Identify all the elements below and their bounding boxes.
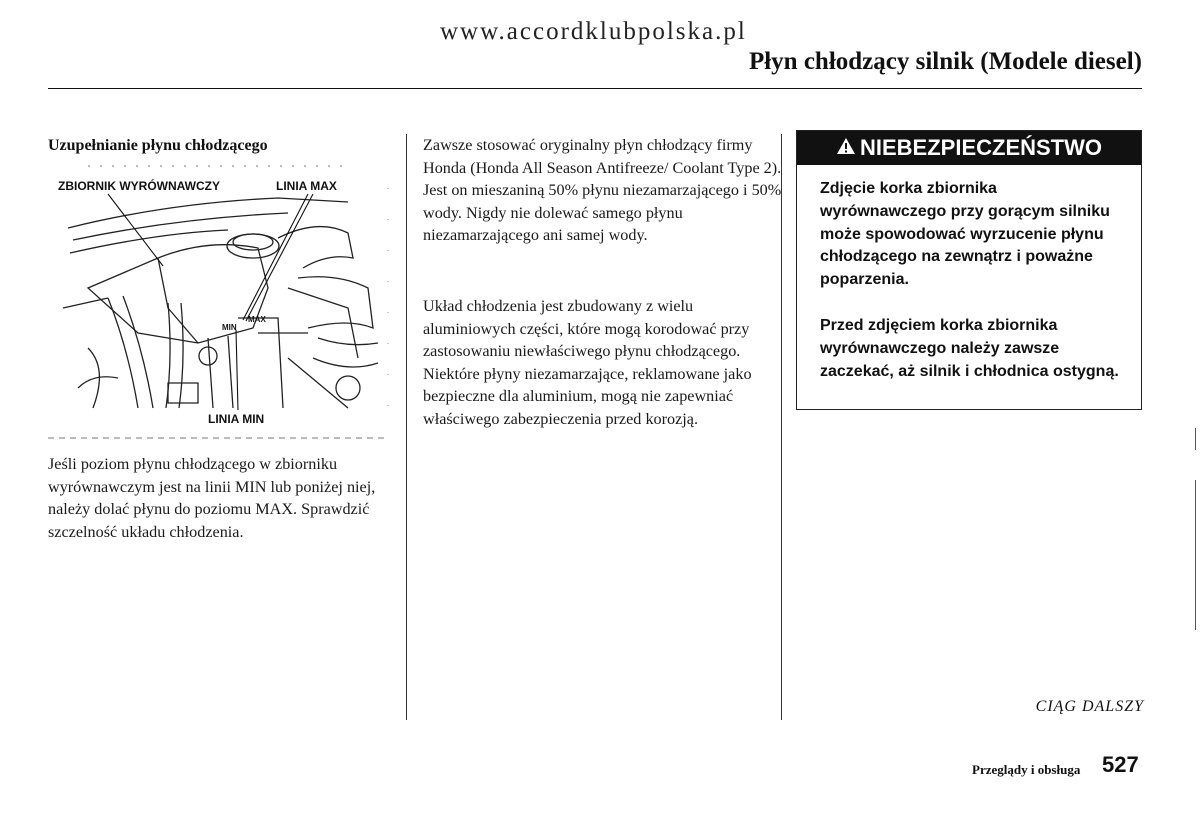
header-rule [48, 88, 1142, 89]
danger-box [796, 130, 1142, 410]
max-marker: MAX [248, 315, 266, 324]
page-title: Płyn chłodzący silnik (Modele diesel) [748, 48, 1142, 75]
watermark: www.accordklubpolska.pl [440, 18, 747, 45]
column-divider-left [406, 134, 407, 720]
min-marker: MIN [222, 323, 237, 332]
continued-label: CIĄG DALSZY [1035, 698, 1144, 715]
edge-mark [1195, 428, 1196, 450]
danger-text-burns: Zdjęcie korka zbiornika wyrównawczego przy gorącym silniku może spowodować wyrzucenie płynu chłodzącego na zewnątrz i poważne poparzenia. [820, 180, 1110, 289]
danger-text-wait: Przed zdjęciem korka zbiornika wyrównawczego należy zawsze zaczekać, aż silnik i chłodnica ostygną. [820, 317, 1119, 380]
coolant-type-paragraph: Zawsze stosować oryginalny płyn chłodzący firmy Honda (Honda All Season Antifreeze/ Coolant Type 2). Jest on mieszaniną 50% płynu niezamarzającego i 50% wody. Nigdy nie dolewać samego płynu niezamarzającego ani samej wody. [423, 136, 782, 245]
refill-instructions: Jeśli poziom płynu chłodzącego w zbiorniku wyrównawczym jest na linii MIN lub poniżej niej, należy dolać płynu do poziomu MAX. Sprawdzić szczelność układu chłodzenia. [48, 455, 376, 541]
danger-header [797, 131, 1141, 165]
footer-section-name: Przeglądy i obsługa [972, 762, 1081, 777]
coolant-tank-figure [48, 158, 390, 448]
edge-mark [1195, 480, 1196, 630]
page-number: 527 [1102, 752, 1139, 777]
label-expansion-tank: ZBIORNIK WYRÓWNAWCZY [58, 179, 220, 193]
label-max-line: LINIA MAX [276, 179, 337, 193]
warning-triangle-icon [836, 135, 856, 161]
engine-bay-drawing [63, 198, 378, 408]
corrosion-paragraph: Układ chłodzenia jest zbudowany z wielu aluminiowych części, które mogą korodować przy zastosowaniu niewłaściwego płynu chłodzącego. Niektóre płyny niezamarzające, reklamowane jako bezpieczne dla aluminium, mogą nie zapewniać właściwego zabezpieczenia przed korozją. [423, 297, 752, 428]
danger-title: NIEBEZPIECZEŃSTWO [859, 135, 1102, 160]
label-min-line: LINIA MIN [208, 412, 265, 426]
section-heading: Uzupełnianie płynu chłodzącego [48, 137, 268, 154]
